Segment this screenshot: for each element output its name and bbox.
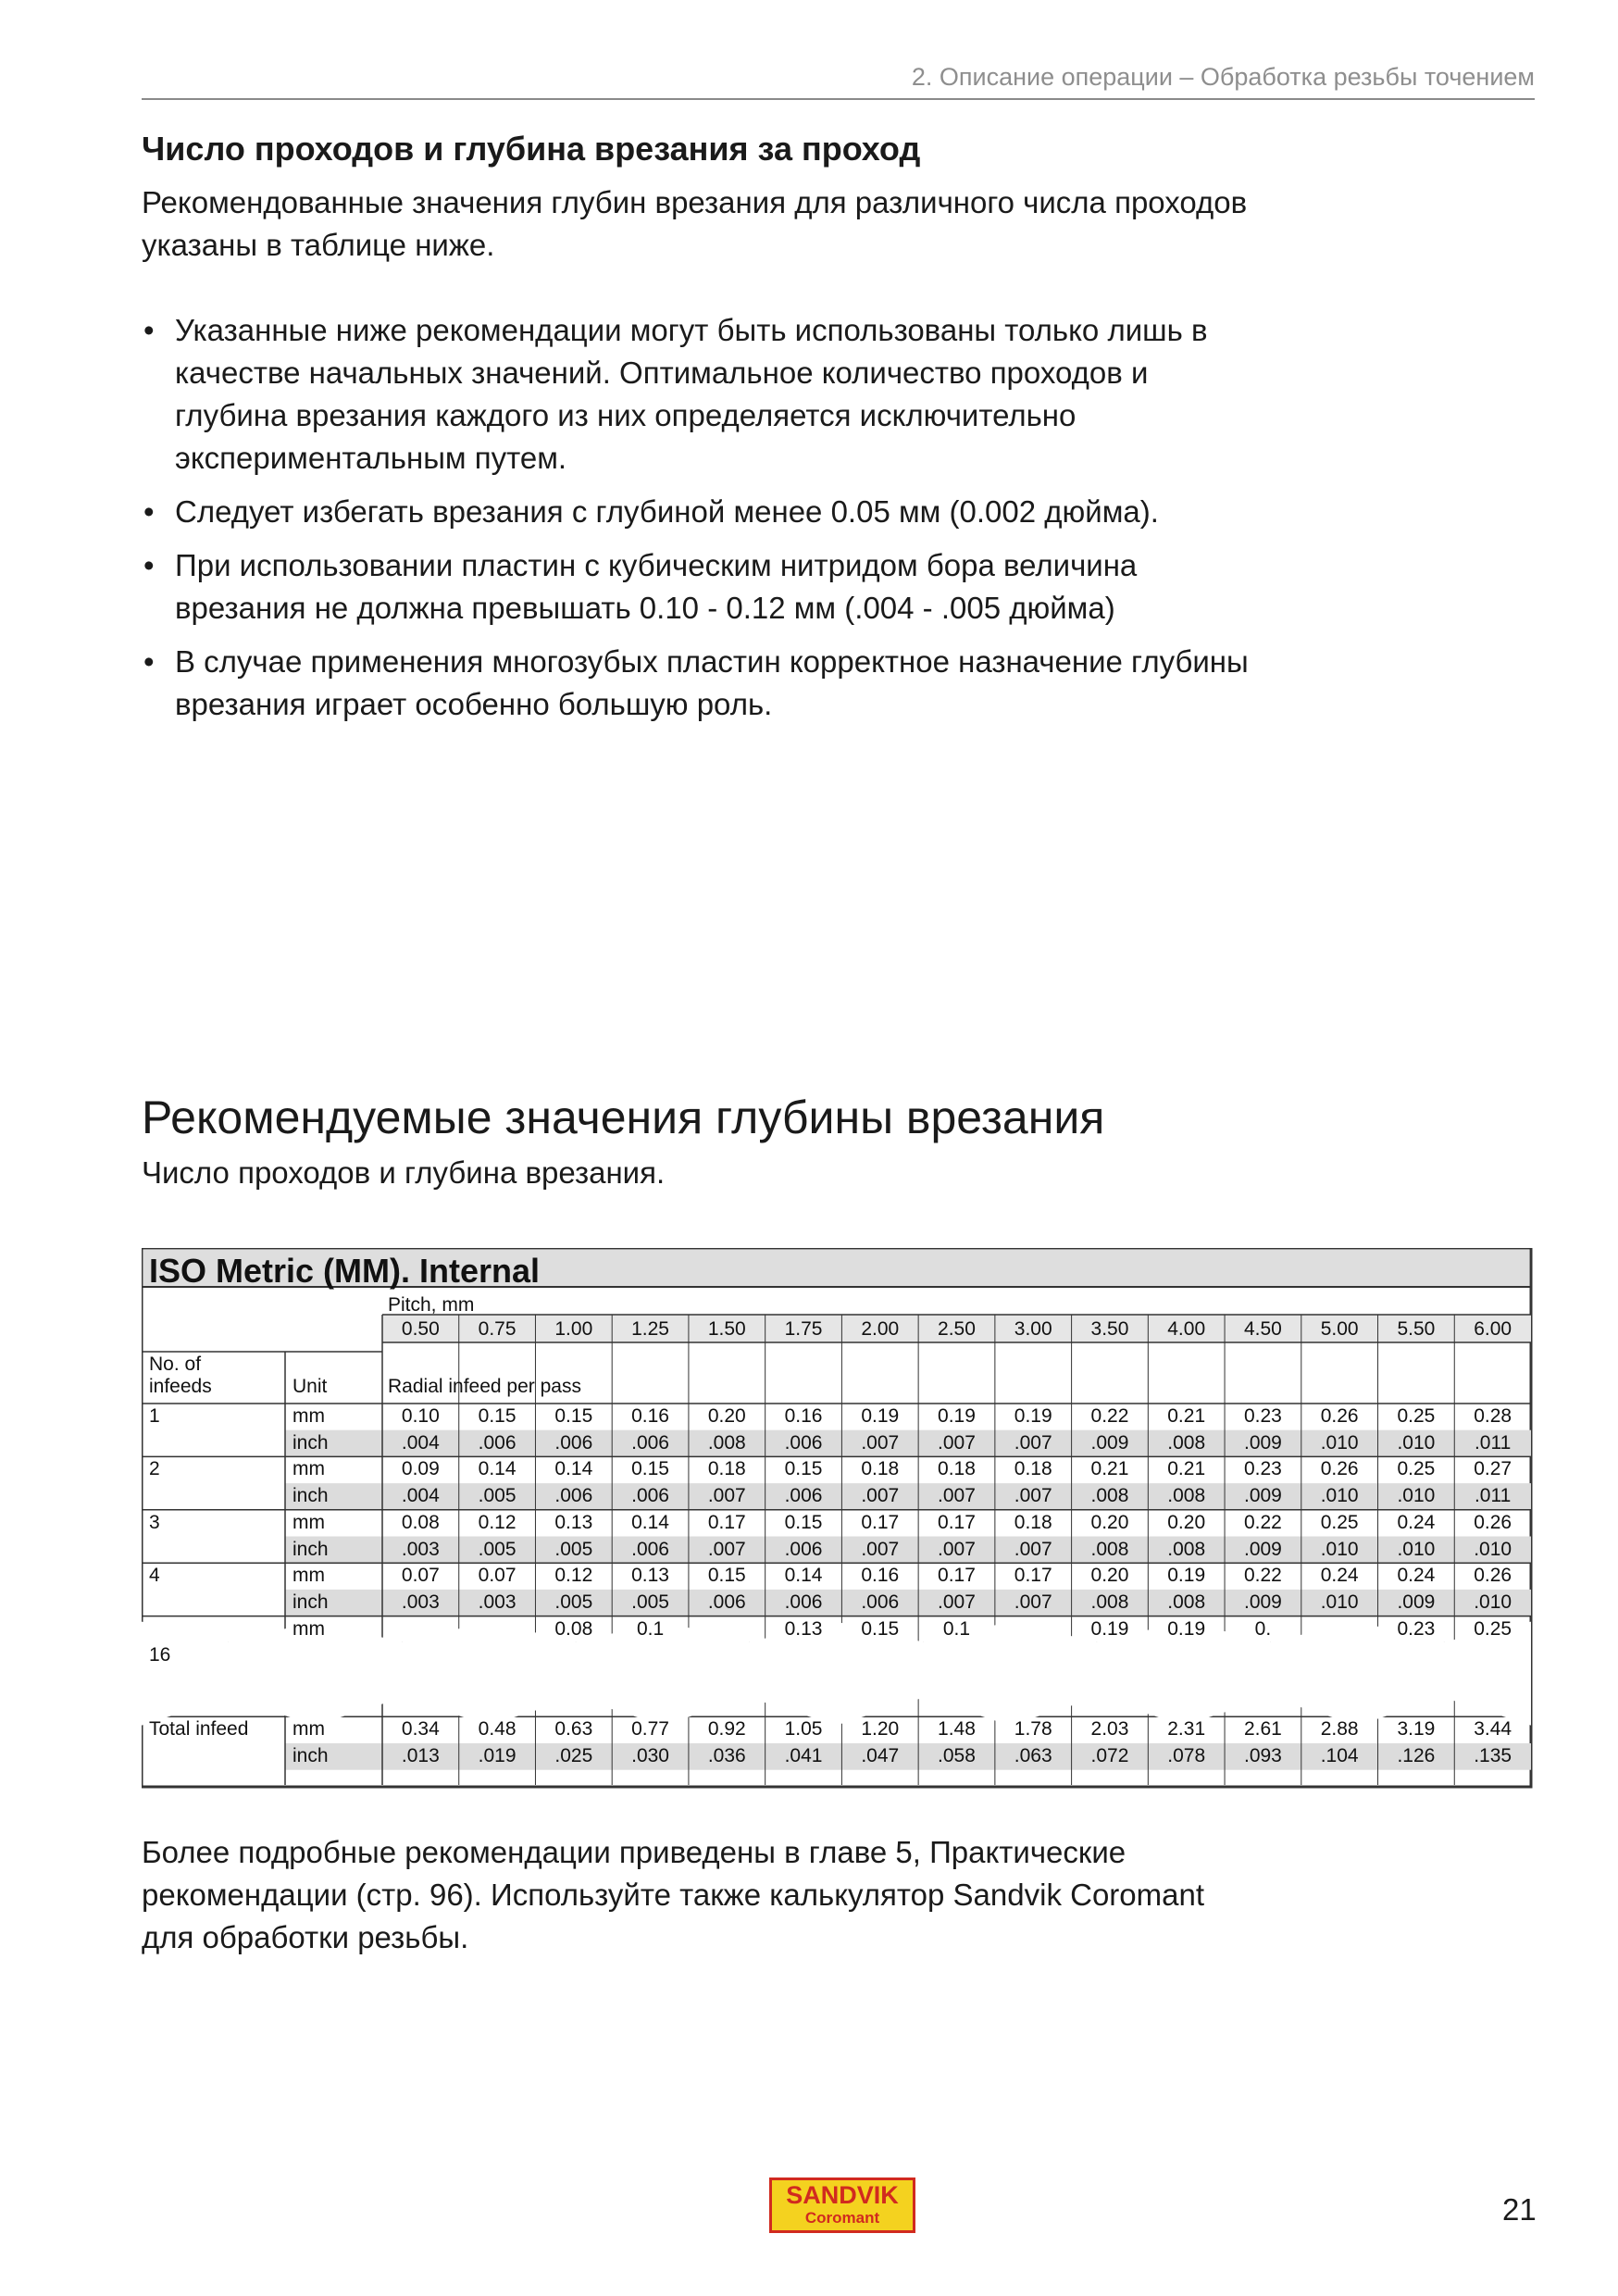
value-cell: 0.16 (784, 1405, 823, 1427)
value-cell: .006 (784, 1485, 823, 1507)
value-cell: .007 (938, 1431, 976, 1454)
unit-cell: inch (292, 1538, 329, 1560)
value-cell: .008 (1090, 1538, 1129, 1560)
value-cell: 0.19 (1014, 1405, 1052, 1427)
value-cell: 2.03 (1090, 1718, 1129, 1741)
value-cell: .008 (1167, 1431, 1206, 1454)
value-cell: 0.17 (938, 1511, 976, 1533)
value-cell: 0.26 (1320, 1458, 1359, 1480)
pitch-header: 1.00 (554, 1318, 593, 1340)
value-cell: 0.12 (478, 1511, 517, 1533)
value-cell: 0.23 (1243, 1458, 1282, 1480)
value-cell: .058 (938, 1745, 976, 1766)
value-cell: .093 (1243, 1745, 1282, 1766)
value-cell: 0.1 (942, 1617, 971, 1640)
value-cell: .104 (1320, 1745, 1359, 1766)
value-cell: .003 (478, 1591, 517, 1613)
value-cell: .005 (478, 1485, 517, 1507)
value-cell: 0.15 (861, 1617, 900, 1640)
value-cell: 0.15 (554, 1405, 593, 1427)
value-cell: .007 (1014, 1485, 1052, 1507)
value-cell: .007 (861, 1485, 900, 1507)
page-number: 21 (1502, 2192, 1537, 2227)
value-cell: 0.19 (1090, 1617, 1129, 1640)
value-cell: 0.10 (401, 1405, 440, 1427)
value-cell: 0.17 (861, 1511, 900, 1533)
value-cell: .009 (1243, 1431, 1282, 1454)
value-cell: .072 (1090, 1745, 1129, 1766)
value-cell: 0.19 (1167, 1565, 1206, 1587)
value-cell: 0.18 (707, 1458, 746, 1480)
value-cell: 0.15 (784, 1511, 823, 1533)
value-cell: 0.20 (1090, 1511, 1129, 1533)
unit-cell: inch (292, 1591, 329, 1613)
value-cell: .010 (1320, 1485, 1359, 1507)
pitch-header: 1.25 (631, 1318, 669, 1340)
value-cell: .008 (1167, 1591, 1206, 1613)
value-cell: .006 (631, 1485, 669, 1507)
value-cell: 2.88 (1320, 1718, 1359, 1741)
value-cell: .005 (554, 1591, 593, 1613)
value-cell: 0.19 (861, 1405, 900, 1427)
value-cell: .041 (784, 1745, 823, 1766)
table-section-heading: Рекомендуемые значения глубины врезания (142, 1092, 1105, 1143)
unit-cell: inch (292, 1745, 329, 1766)
value-cell: .126 (1397, 1745, 1436, 1766)
value-cell: 0.15 (707, 1565, 746, 1587)
value-cell: 0.77 (631, 1718, 669, 1741)
pitch-header: 2.50 (938, 1318, 976, 1340)
value-cell: 0.25 (1474, 1617, 1512, 1640)
value-cell: .005 (478, 1538, 517, 1560)
value-cell: 0.16 (861, 1565, 900, 1587)
running-header (142, 63, 1535, 100)
value-cell: 3.44 (1474, 1718, 1512, 1741)
value-cell: .006 (784, 1431, 823, 1454)
value-cell: 0.13 (784, 1617, 823, 1640)
value-cell: 0.24 (1397, 1565, 1436, 1587)
pitch-label: Pitch, mm (388, 1294, 475, 1316)
value-cell: .006 (631, 1538, 669, 1560)
value-cell: 1.78 (1014, 1718, 1052, 1741)
value-cell: 0.14 (554, 1458, 593, 1480)
pitch-header: 3.50 (1090, 1318, 1129, 1340)
value-cell: 0.19 (938, 1405, 976, 1427)
value-cell: .008 (1090, 1485, 1129, 1507)
value-cell: 0.25 (1397, 1458, 1436, 1480)
value-cell: .008 (1167, 1485, 1206, 1507)
value-cell: 1.48 (938, 1718, 976, 1741)
value-cell: 0.22 (1090, 1405, 1129, 1427)
value-cell: 0.18 (861, 1458, 900, 1480)
section-heading: Число проходов и глубина врезания за проход (142, 130, 921, 168)
value-cell: .019 (478, 1745, 517, 1766)
value-cell: 0.25 (1320, 1511, 1359, 1533)
value-cell: .007 (707, 1485, 746, 1507)
value-cell: .025 (554, 1745, 593, 1766)
value-cell: 0.26 (1474, 1511, 1512, 1533)
value-cell: .005 (631, 1591, 669, 1613)
value-cell: .007 (861, 1538, 900, 1560)
value-cell: .011 (1474, 1485, 1512, 1507)
value-cell: 0.18 (1014, 1511, 1052, 1533)
unit-cell: mm (292, 1718, 325, 1741)
value-cell: 0.17 (1014, 1565, 1052, 1587)
row-label: 16 (149, 1644, 171, 1666)
value-cell: .006 (784, 1591, 823, 1613)
value-cell: 0.09 (401, 1458, 440, 1480)
value-cell: 0.14 (631, 1511, 669, 1533)
value-cell: .009 (1243, 1538, 1282, 1560)
value-cell: .013 (401, 1745, 440, 1766)
value-cell: .007 (1014, 1538, 1052, 1560)
value-cell: 0.17 (938, 1565, 976, 1587)
logo-line2: Coromant (804, 2209, 880, 2227)
value-cell: .004 (401, 1485, 440, 1507)
value-cell: 0.92 (707, 1718, 746, 1741)
value-cell: .010 (1320, 1591, 1359, 1613)
value-cell: .010 (1397, 1538, 1436, 1560)
pitch-header: 1.75 (784, 1318, 823, 1340)
pitch-header: 0.75 (478, 1318, 517, 1340)
value-cell: 0.20 (707, 1405, 746, 1427)
table-section-subheading: Число проходов и глубина врезания. (142, 1155, 666, 1190)
value-cell: .078 (1167, 1745, 1206, 1766)
list-item-text: Следует избегать врезания с глубиной менее 0.05 мм (0.002 дюйма). (175, 494, 1159, 529)
value-cell: 0.23 (1397, 1617, 1436, 1640)
row-label: 2 (149, 1458, 160, 1480)
value-cell: 0.24 (1397, 1511, 1436, 1533)
value-cell: 0.20 (1167, 1511, 1206, 1533)
pitch-header: 0.50 (401, 1318, 440, 1340)
value-cell: .009 (1090, 1431, 1129, 1454)
value-cell: 0.07 (401, 1565, 440, 1587)
value-cell: .003 (401, 1538, 440, 1560)
value-cell: 0.15 (631, 1458, 669, 1480)
value-cell: 0.24 (1320, 1565, 1359, 1587)
row-label: 4 (149, 1565, 160, 1587)
value-cell: .007 (707, 1538, 746, 1560)
intro-paragraph: Рекомендованные значения глубин врезания для различного числа проходов указаны в таблице ниже. (142, 185, 1248, 262)
value-cell: .047 (861, 1745, 900, 1766)
value-cell: 0.21 (1090, 1458, 1129, 1480)
value-cell: 0.27 (1474, 1458, 1512, 1480)
value-cell: 0.1 (636, 1617, 665, 1640)
logo-line1: SANDVIK (786, 2181, 899, 2209)
value-cell: 0.22 (1243, 1565, 1282, 1587)
value-cell: .008 (1167, 1538, 1206, 1560)
bullet-icon: • (143, 494, 155, 529)
pitch-header: 1.50 (707, 1318, 746, 1340)
bullet-icon: • (143, 644, 155, 679)
value-cell: 0.23 (1243, 1405, 1282, 1427)
unit-cell: mm (292, 1511, 325, 1533)
value-cell: 0.19 (1167, 1617, 1206, 1640)
list-item (142, 491, 1252, 533)
list-item (142, 641, 1252, 726)
value-cell: 0.14 (478, 1458, 517, 1480)
value-cell: .005 (554, 1538, 593, 1560)
value-cell: 0.13 (554, 1511, 593, 1533)
value-cell: 1.05 (784, 1718, 823, 1741)
unit-cell: mm (292, 1565, 325, 1587)
value-cell: .007 (938, 1538, 976, 1560)
unit-cell: inch (292, 1485, 329, 1507)
value-cell: .007 (1014, 1431, 1052, 1454)
value-cell: .030 (631, 1745, 669, 1766)
value-cell: 0.26 (1474, 1565, 1512, 1587)
value-cell: .009 (1243, 1485, 1282, 1507)
value-cell: 1.20 (861, 1718, 900, 1741)
value-cell: .007 (1014, 1591, 1052, 1613)
value-cell: 0.07 (478, 1565, 517, 1587)
value-cell: 2.61 (1243, 1718, 1282, 1741)
value-cell: 0.15 (478, 1405, 517, 1427)
value-cell: 0.12 (554, 1565, 593, 1587)
running-title: 2. Описание операции – Обработка резьбы точением (911, 63, 1535, 91)
value-cell: .010 (1397, 1485, 1436, 1507)
value-cell: 0.21 (1167, 1405, 1206, 1427)
list-item-text: В случае применения многозубых пластин корректное назначение глубины врезания играет особенно большую роль. (175, 644, 1249, 721)
value-cell: 3.19 (1397, 1718, 1436, 1741)
value-cell: .007 (938, 1591, 976, 1613)
pitch-header: 2.00 (861, 1318, 900, 1340)
bullet-icon: • (143, 548, 155, 582)
value-cell: .009 (1397, 1591, 1436, 1613)
row-label: 1 (149, 1405, 160, 1427)
pitch-header: 5.00 (1320, 1318, 1359, 1340)
value-cell: .004 (401, 1431, 440, 1454)
unit-cell: mm (292, 1617, 325, 1640)
value-cell: .003 (401, 1591, 440, 1613)
sandvik-logo (769, 2177, 915, 2233)
value-cell: .006 (631, 1431, 669, 1454)
pitch-header: 4.00 (1167, 1318, 1206, 1340)
list-item (142, 544, 1252, 630)
infeeds-label: infeeds (149, 1376, 212, 1397)
unit-cell: mm (292, 1405, 325, 1427)
value-cell: .010 (1474, 1538, 1512, 1560)
value-cell: .010 (1320, 1431, 1359, 1454)
value-cell: .006 (707, 1591, 746, 1613)
value-cell: 2.31 (1167, 1718, 1206, 1741)
value-cell: 0.13 (631, 1565, 669, 1587)
value-cell: 0.63 (554, 1718, 593, 1741)
value-cell: .006 (478, 1431, 517, 1454)
unit-cell: inch (292, 1431, 329, 1454)
value-cell: 0.28 (1474, 1405, 1512, 1427)
value-cell: .036 (707, 1745, 746, 1766)
value-cell: 0.18 (938, 1458, 976, 1480)
value-cell: 0.17 (707, 1511, 746, 1533)
pitch-header: 3.00 (1014, 1318, 1052, 1340)
row-label: 3 (149, 1511, 160, 1533)
value-cell: 0.15 (784, 1458, 823, 1480)
value-cell: 0.14 (784, 1565, 823, 1587)
value-cell: .011 (1474, 1431, 1512, 1454)
list-item-text: При использовании пластин с кубическим нитридом бора величина врезания не должна превышать 0.10 - 0.12 мм (.004 - .005 дюйма) (175, 548, 1138, 625)
value-cell: .010 (1397, 1431, 1436, 1454)
infeeds-label: No. of (149, 1354, 202, 1375)
value-cell: 0.18 (1014, 1458, 1052, 1480)
unit-cell: mm (292, 1458, 325, 1480)
pitch-header: 6.00 (1474, 1318, 1512, 1340)
value-cell: 0.48 (478, 1718, 517, 1741)
value-cell: .009 (1243, 1591, 1282, 1613)
value-cell: .008 (707, 1431, 746, 1454)
value-cell: .006 (784, 1538, 823, 1560)
value-cell: .063 (1014, 1745, 1052, 1766)
value-cell: 0.20 (1090, 1565, 1129, 1587)
infeed-table (142, 1248, 1535, 1789)
value-cell: 0.25 (1397, 1405, 1436, 1427)
value-cell: 0. (1254, 1617, 1272, 1640)
value-cell: .010 (1320, 1538, 1359, 1560)
radial-label: Radial infeed per pass (388, 1376, 581, 1397)
value-cell: 0.21 (1167, 1458, 1206, 1480)
value-cell: 0.34 (401, 1718, 440, 1741)
value-cell: 0.26 (1320, 1405, 1359, 1427)
value-cell: .008 (1090, 1591, 1129, 1613)
value-cell: 0.16 (631, 1405, 669, 1427)
unit-label: Unit (292, 1376, 328, 1397)
value-cell: .135 (1474, 1745, 1512, 1766)
pitch-header: 4.50 (1243, 1318, 1282, 1340)
pitch-header: 5.50 (1397, 1318, 1436, 1340)
list-item-text: Указанные ниже рекомендации могут быть использованы только лишь в качестве начальных значений. Оптимальное количество проходов и глубина врезания каждого из них определяется исключительно экспериментальным путем. (175, 313, 1208, 475)
value-cell: 0.22 (1243, 1511, 1282, 1533)
value-cell: .006 (554, 1485, 593, 1507)
value-cell: .007 (938, 1485, 976, 1507)
value-cell: .007 (861, 1431, 900, 1454)
list-item (142, 309, 1252, 480)
value-cell: 0.08 (401, 1511, 440, 1533)
value-cell: 0.08 (554, 1617, 593, 1640)
table-title: ISO Metric (MM). Internal (149, 1252, 541, 1290)
footer-paragraph: Более подробные рекомендации приведены в главе 5, Практические рекомендации (стр. 96). Используйте также калькулятор Sandvik Coromant для обработки резьбы. (142, 1835, 1205, 1954)
row-label: Total infeed (149, 1718, 249, 1741)
value-cell: .010 (1474, 1591, 1512, 1613)
recommendation-list (142, 309, 1252, 737)
value-cell: .006 (861, 1591, 900, 1613)
bullet-icon: • (143, 313, 155, 347)
value-cell: .006 (554, 1431, 593, 1454)
